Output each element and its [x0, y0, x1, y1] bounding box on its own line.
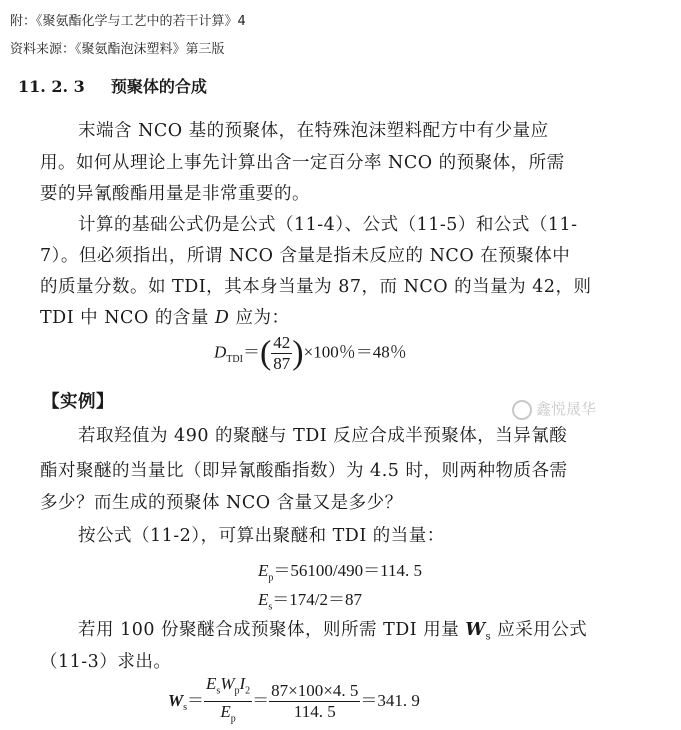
subscript: s [216, 685, 221, 697]
formula-rest: ×100％＝48％ [303, 342, 407, 362]
subscript: p [268, 572, 274, 584]
formula-lhs-subscript: TDI [226, 353, 243, 365]
equation-rhs: ＝56100/490＝114. 5 [273, 561, 422, 580]
left-paren: ( [259, 334, 272, 372]
subscript: p [230, 713, 236, 725]
fraction-numerator: 87×100×4. 5 [271, 681, 359, 701]
paragraph-line: 若取羟值为 490 的聚醚与 TDI 反应合成半预聚体，当异氰酸 [78, 426, 568, 446]
variable: E [258, 590, 269, 609]
equation-es [258, 585, 362, 612]
right-paren: ) [292, 334, 304, 372]
watermark [512, 398, 596, 420]
fraction [269, 681, 360, 722]
subscript: p [234, 685, 240, 697]
formula-lhs: D [214, 342, 227, 362]
variable: E [206, 674, 217, 693]
watermark-text: 鑫悦晟华 [536, 400, 597, 418]
subscript: s [268, 601, 273, 613]
variable: I [239, 674, 246, 693]
paragraph-line: 计算的基础公式仍是公式（11-4）、公式（11-5）和公式（11- [78, 215, 578, 235]
variable: D [214, 308, 230, 328]
fraction-numerator [204, 674, 252, 702]
wechat-icon [512, 400, 532, 420]
section-heading [18, 74, 207, 97]
fraction-denominator [218, 702, 237, 729]
formula-lhs: W [168, 690, 184, 710]
paragraph-line: 酯对聚醚的当量比（即异氰酸酯指数）为 4.5 时，则两种物质各需 [40, 461, 568, 481]
header-line-1: 附：《聚氨酯化学与工艺中的若干计算》4 [10, 14, 246, 29]
fraction [271, 333, 292, 374]
formula-ws: $W_s=$ $\frac{E_sW_pI_2}{E_p}$ ＝ $\frac{87\times 100\times 4. 5}{114. 5}$ ＝341. 9 [168, 674, 420, 730]
formula-result: ＝341. 9 [360, 690, 420, 710]
paragraph-line: 的质量分数。如 TDI，其本身当量为 87，而 NCO 的当量为 42，则 [40, 277, 592, 297]
paragraph-line: （11-3）求出。 [40, 652, 172, 672]
fraction-numerator: 42 [273, 333, 291, 352]
formula-lhs-subscript: s [183, 702, 188, 714]
subscript: 2 [245, 685, 251, 697]
text-run: TDI 中 NCO 的含量 [40, 308, 215, 328]
formula-d-tdi: $D_{TDI}=$( $\frac{42}{87}$ )×100％＝48％ [214, 333, 407, 373]
fraction [204, 674, 252, 730]
equation-ep [258, 556, 422, 583]
header-line-2: 资料来源：《聚氨酯泡沫塑料》第三版 [10, 42, 225, 57]
subscript: s [485, 631, 492, 643]
text-run: 应采用公式 [491, 620, 588, 640]
paragraph-line: 要的异氰酸酯用量是非常重要的。 [40, 184, 310, 204]
section-number: 11. 2. 3 [18, 77, 85, 96]
variable: E [220, 702, 231, 722]
paragraph-line: 7）。但必须指出，所谓 NCO 含量是指未反应的 NCO 在预聚体中 [40, 246, 571, 266]
equation-rhs: ＝174/2＝87 [272, 590, 363, 609]
variable: W [220, 674, 235, 693]
paragraph-line: 末端含 NCO 基的预聚体，在特殊泡沫塑料配方中有少量应 [78, 121, 549, 141]
fraction-denominator: 114. 5 [293, 702, 336, 722]
paragraph-line: 用。如何从理论上事先计算出含一定百分率 NCO 的预聚体，所需 [40, 153, 565, 173]
example-label: 【实例】 [42, 392, 114, 412]
variable: W [465, 620, 486, 640]
paragraph-line [78, 616, 587, 643]
section-title: 预聚体的合成 [110, 77, 207, 96]
variable: E [258, 561, 269, 580]
paragraph-line: 多少？而生成的预聚体 NCO 含量又是多少？ [40, 493, 403, 513]
paragraph-line [40, 304, 290, 329]
text-run: 若用 100 份聚醚合成预聚体，则所需 TDI 用量 [78, 620, 466, 640]
paragraph-line: 按公式（11-2），可算出聚醚和 TDI 的当量： [78, 526, 445, 546]
text-run: 应为： [229, 308, 290, 328]
fraction-denominator: 87 [273, 354, 291, 373]
